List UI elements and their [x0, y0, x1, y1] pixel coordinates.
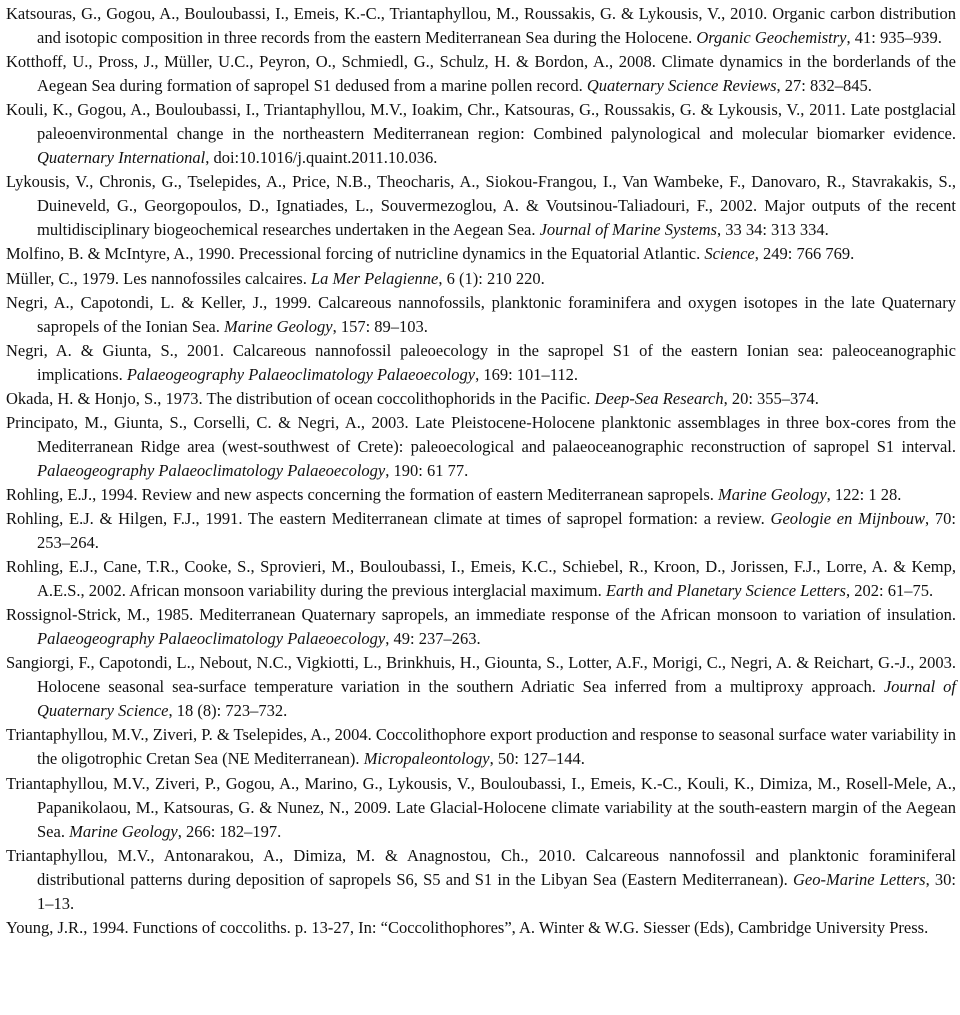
reference-journal: Quaternary International	[37, 148, 206, 168]
reference-text: Kotthoff, U., Pross, J., Müller, U.C., Peyron, O., Schmiedl, G., Schulz, H. & Bordon, A., 2008. Climate dynamics in the borderlands of the Aegean Sea during formation of sapropel S1 dedused from a marine pollen record.	[6, 52, 956, 96]
reference-journal: La Mer Pelagienne	[310, 268, 439, 288]
reference-entry	[6, 339, 956, 387]
reference-tail: , 70: 253–264.	[37, 508, 956, 553]
reference-text: Okada, H. & Honjo, S., 1973. The distribution of ocean coccolithophorids in the Pacific.	[6, 388, 595, 408]
reference-journal: Marine Geology	[718, 484, 827, 504]
reference-entry	[6, 483, 956, 507]
reference-entry	[6, 603, 956, 651]
reference-text: Principato, M., Giunta, S., Corselli, C. & Negri, A., 2003. Late Pleistocene-Holocene planktonic assemblages in three box-cores from the Mediterranean Ridge area (west-southwest of Crete): paleoecological and palaeoceanographic reconstruction of sapropel S1 interval.	[6, 412, 956, 456]
reference-text: Negri, A., Capotondi, L. & Keller, J., 1999. Calcareous nannofossils, planktonic foraminifera and oxygen isotopes in the late Quaternary sapropels of the Ionian Sea.	[6, 292, 956, 336]
reference-journal: Marine Geology	[223, 316, 333, 336]
reference-journal: Marine Geology	[69, 821, 178, 841]
reference-tail: , 33 34: 313 334.	[716, 220, 829, 240]
reference-tail: , 202: 61–75.	[845, 581, 934, 601]
reference-entry	[6, 2, 956, 50]
reference-entry	[6, 50, 956, 98]
reference-entry	[6, 507, 956, 555]
reference-text: Rohling, E.J., Cane, T.R., Cooke, S., Sprovieri, M., Bouloubassi, I., Emeis, K.C., Schiebel, R., Kroon, D., Jorissen, F.J., Lorre, A. & Kemp, A.E.S., 2002. African monsoon variability during the previous interglacial maximum.	[6, 557, 956, 601]
reference-tail: , doi:10.1016/j.quaint.2011.10.036.	[205, 148, 438, 168]
reference-tail: , 190: 61 77.	[385, 460, 469, 480]
reference-journal: Geologie en Mijnbouw	[770, 508, 926, 528]
reference-tail: , 50: 127–144.	[489, 749, 585, 769]
reference-entry	[6, 291, 956, 339]
reference-tail: , 157: 89–103.	[332, 316, 428, 336]
reference-journal: Journal of Quaternary Science	[37, 677, 956, 721]
reference-entry	[6, 411, 956, 483]
reference-entry	[6, 387, 956, 411]
reference-text: Triantaphyllou, M.V., Ziveri, P., Gogou, A., Marino, G., Lykousis, V., Bouloubassi, I., Emeis, K.-C., Kouli, K., Dimiza, M., Rosell-Mele, A., Papanikolaou, M., Katsouras, G. & Nunez, N., 2009. Late Glacial-Holocene climate variability at the south-eastern margin of the Aegean Sea.	[6, 773, 956, 841]
reference-tail: , 169: 101–112.	[475, 364, 579, 384]
reference-text: Rossignol-Strick, M., 1985. Mediterranean Quaternary sapropels, an immediate response of the African monsoon to variation of insulation.	[6, 605, 956, 625]
reference-text: Rohling, E.J. & Hilgen, F.J., 1991. The eastern Mediterranean climate at times of sapropel formation: a review.	[6, 508, 771, 528]
reference-journal: Deep-Sea Research	[594, 388, 724, 408]
reference-entry	[6, 267, 956, 291]
reference-tail: , 122: 1 28.	[826, 484, 902, 504]
reference-journal: Palaeogeography Palaeoclimatology Palaeoecology	[126, 364, 476, 384]
reference-journal: Palaeogeography Palaeoclimatology Palaeoecology	[37, 460, 386, 480]
reference-journal: Palaeogeography Palaeoclimatology Palaeoecology	[37, 629, 386, 649]
reference-journal: Journal of Marine Systems	[539, 220, 717, 240]
reference-text: Kouli, K., Gogou, A., Bouloubassi, I., Triantaphyllou, M.V., Ioakim, Chr., Katsouras, G., Roussakis, G. & Lykousis, V., 2011. Late postglacial paleoenvironmental change in the northeastern Mediterranean region: Combined palynological and molecular biomarker evidence.	[6, 100, 956, 144]
reference-entry	[6, 916, 956, 940]
reference-journal: Science	[704, 244, 755, 264]
reference-text: Triantaphyllou, M.V., Ziveri, P. & Tselepides, A., 2004. Coccolithophore export production and response to seasonal surface water variability in the oligotrophic Cretan Sea (NE Mediterranean).	[6, 725, 956, 769]
reference-tail: , 20: 355–374.	[723, 388, 819, 408]
reference-entry	[6, 772, 956, 844]
reference-journal: Geo-Marine Letters	[792, 869, 926, 889]
reference-entry	[6, 242, 956, 266]
reference-entry	[6, 723, 956, 771]
reference-journal: Micropaleontology	[363, 749, 490, 769]
reference-tail: , 249: 766 769.	[754, 244, 855, 264]
reference-text: Sangiorgi, F., Capotondi, L., Nebout, N.C., Vigkiotti, L., Brinkhuis, H., Giounta, S., Lotter, A.F., Morigi, C., Negri, A. & Reichart, G.-J., 2003. Holocene seasonal sea-surface temperature variation in the southern Adriatic Sea inferred from a multiproxy approach.	[6, 653, 956, 697]
reference-entry	[6, 844, 956, 916]
reference-journal: Organic Geochemistry	[696, 28, 847, 48]
reference-tail: , 27: 832–845.	[776, 76, 872, 96]
reference-text: Young, J.R., 1994. Functions of coccoliths. p. 13-27, In: “Coccolithophores”, A. Winter & W.G. Siesser (Eds), Cambridge University Press.	[6, 917, 929, 937]
reference-tail: , 18 (8): 723–732.	[168, 701, 288, 721]
reference-tail: , 49: 237–263.	[385, 629, 481, 649]
reference-tail: , 6 (1): 210 220.	[438, 268, 545, 288]
reference-text: Triantaphyllou, M.V., Antonarakou, A., Dimiza, M. & Anagnostou, Ch., 2010. Calcareous nannofossil and planktonic foraminiferal distributional patterns during deposition of sapropels S6, S5 and S1 in the Libyan Sea (Eastern Mediterranean).	[6, 845, 956, 889]
reference-journal: Quaternary Science Reviews	[586, 76, 777, 96]
reference-entry	[6, 651, 956, 723]
reference-journal: Earth and Planetary Science Letters	[605, 581, 846, 601]
reference-entry	[6, 170, 956, 242]
reference-text: Negri, A. & Giunta, S., 2001. Calcareous nannofossil paleoecology in the sapropel S1 of the eastern Ionian sea: paleoceanographic implications.	[6, 340, 956, 384]
reference-tail: , 30: 1–13.	[37, 869, 956, 913]
reference-tail: , 41: 935–939.	[846, 28, 942, 48]
reference-entry	[6, 555, 956, 603]
reference-text: Lykousis, V., Chronis, G., Tselepides, A., Price, N.B., Theocharis, A., Siokou-Frangou, I., Van Wambeke, F., Danovaro, R., Stavrakakis, S., Duineveld, G., Georgopoulos, D., Ignatiades, L., Souvermezoglou, A. & Voutsinou-Taliadouri, F., 2002. Major outputs of the recent multidisciplinary biogeochemical researches undertaken in the Aegean Sea.	[6, 172, 956, 240]
reference-text: Molfino, B. & McIntyre, A., 1990. Precessional forcing of nutricline dynamics in the Equatorial Atlantic.	[6, 244, 705, 264]
reference-text: Müller, C., 1979. Les nannofossiles calcaires.	[6, 268, 311, 288]
reference-entry	[6, 98, 956, 170]
reference-text: Rohling, E.J., 1994. Review and new aspects concerning the formation of eastern Mediterranean sapropels.	[6, 484, 719, 504]
reference-text: Katsouras, G., Gogou, A., Bouloubassi, I., Emeis, K.-C., Triantaphyllou, M., Roussakis, G. & Lykousis, V., 2010. Organic carbon distribution and isotopic composition in three records from the eastern Mediterranean Sea during the Holocene.	[6, 4, 956, 48]
reference-tail: , 266: 182–197.	[177, 821, 282, 841]
